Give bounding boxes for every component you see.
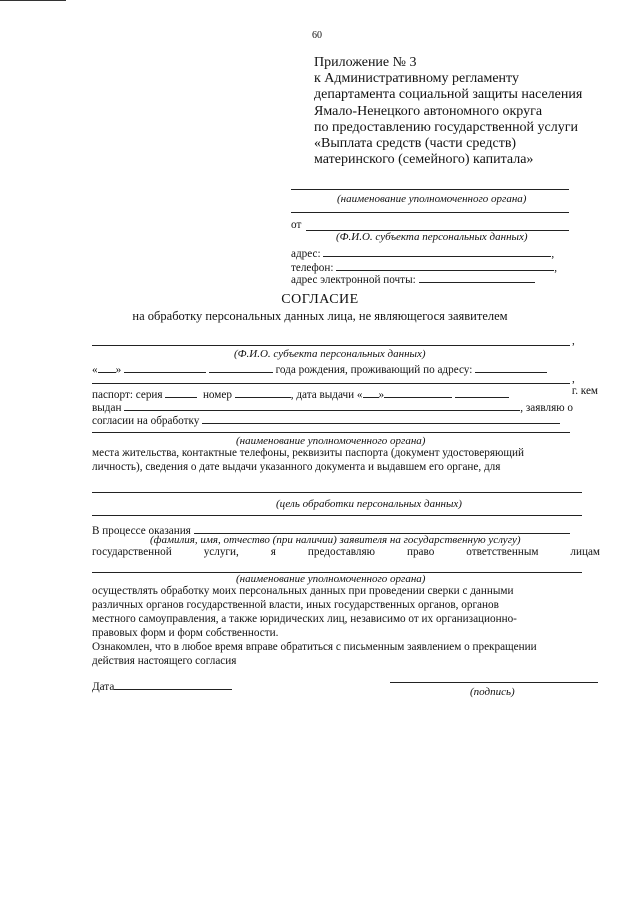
process-label: В процессе оказания (92, 525, 191, 537)
day-line (98, 360, 116, 373)
appendix-line: «Выплата средств (части средств) (314, 136, 517, 152)
personal-data-paragraph (92, 446, 600, 474)
birth-date-row (92, 360, 547, 376)
address-line (323, 244, 551, 257)
issued-label: выдан (92, 402, 122, 414)
word: лицам (570, 546, 600, 558)
appendix-line: Ямало-Ненецкого автономного округа (314, 103, 543, 119)
signature-line (390, 682, 598, 683)
para-text: места жительства, контактные телефоны, реквизиты паспорта (документ удостоверяющий (92, 447, 524, 459)
word: я (270, 546, 276, 558)
date-label: Дата (92, 681, 115, 693)
consent-row (92, 411, 560, 427)
email-field (291, 270, 535, 286)
para-text: правовых форм и форм собственности. (92, 627, 279, 639)
authority-caption: (наименование уполномоченного органа) (337, 193, 527, 205)
quote-close: » (115, 364, 122, 376)
address-field: адрес: , (291, 244, 554, 260)
appendix-line: по предоставлению государственной услуги (314, 119, 578, 135)
purpose-line-2 (92, 515, 582, 516)
applicant-line (194, 521, 570, 534)
year-by-whom (572, 385, 598, 397)
by-whom-label: кем (580, 385, 598, 397)
para-text: Ознакомлен, что в любое время вправе обратиться с письменным заявлением о прекращении (92, 641, 537, 653)
email-label: адрес электронной почты: (291, 274, 416, 286)
document-title: СОГЛАСИЕ (281, 292, 359, 307)
para-line (92, 460, 600, 474)
para-text: личность), сведения о дате выдачи указанного документа и выдавшем его органе, для (92, 461, 501, 473)
gov-service-line (92, 546, 600, 558)
series-line (165, 385, 197, 398)
birth-year-text: года рождения, проживающий по адресу: (275, 364, 473, 376)
number-line (235, 385, 291, 398)
passport-row: паспорт: серия номер , дата выдачи « » г. кем (92, 385, 598, 401)
subject-caption-body: (Ф.И.О. субъекта персональных данных) (234, 348, 426, 360)
consent-line (202, 411, 560, 424)
email-line (419, 270, 535, 283)
authority-line-2 (92, 432, 570, 433)
appendix-line: Приложение № 3 (314, 55, 417, 70)
quote-open: « (92, 364, 98, 376)
residence-line-2 (92, 383, 570, 384)
applicant-caption: (фамилия, имя, отчество (при наличии) заявителя на государственную услугу) (150, 534, 521, 546)
issue-day-line (363, 385, 379, 398)
year-line (209, 360, 273, 373)
passport-label: паспорт: (92, 389, 133, 401)
issue-month-line (384, 385, 452, 398)
purpose-caption: (цель обработки персональных данных) (276, 498, 462, 510)
series-label: серия (135, 389, 163, 401)
para-text: действия настоящего согласия (92, 655, 237, 667)
para-line (92, 446, 600, 460)
authority-caption-3: (наименование уполномоченного органа) (236, 573, 426, 585)
word: право (406, 546, 435, 558)
declare-text: , заявляю о (520, 402, 573, 414)
address-label: адрес: (291, 248, 321, 260)
residence-line (475, 360, 547, 373)
authority-line (291, 189, 569, 190)
word: услуги, (203, 546, 239, 558)
comma-mark: , (572, 335, 575, 347)
quote-open: « (356, 389, 363, 401)
from-label: от (291, 219, 302, 231)
phone-field: телефон: , (291, 258, 557, 274)
appendix-line: к Административному регламенту (314, 71, 519, 87)
appendix-header (314, 55, 582, 168)
processing-paragraph (92, 584, 600, 640)
consent-text: согласии на обработку (92, 415, 200, 427)
issue-date-label: дата выдачи (296, 389, 355, 401)
issue-year-line (455, 385, 509, 398)
subject-caption: (Ф.И.О. субъекта персональных данных) (336, 231, 528, 243)
appendix-line: материнского (семейного) капитала» (314, 152, 534, 168)
page-number: 60 (312, 30, 322, 41)
purpose-line (92, 492, 582, 493)
signature-caption: (подпись) (470, 686, 515, 698)
comma-mark: , (572, 373, 575, 385)
subject-name-line (92, 345, 570, 346)
phone-label: телефон: (291, 262, 334, 274)
word: государственной (92, 546, 172, 558)
corner-line (0, 0, 66, 1)
date-line (114, 677, 232, 690)
word: предоставляю (307, 546, 376, 558)
para-text: различных органов государственной власти, иных государственных органов, органов (92, 599, 499, 611)
date-field (92, 677, 232, 693)
appendix-line: департамента социальной защиты населения (314, 87, 583, 103)
notice-paragraph (92, 640, 600, 668)
year-label: г. (571, 385, 578, 397)
quote-close: » (378, 389, 385, 401)
number-label: номер (202, 389, 232, 401)
month-line (124, 360, 206, 373)
blank-line (291, 212, 569, 213)
para-text: осуществлять обработку моих персональных данных при проведении сверки с данными (92, 585, 514, 597)
issued-by-line (124, 398, 520, 411)
document-subtitle: на обработку персональных данных лица, не являющегося заявителем (132, 309, 508, 323)
authority-caption-2: (наименование уполномоченного органа) (236, 435, 426, 447)
para-text: местного самоуправления, а также юридических лиц, независимо от их организационно- (92, 613, 517, 625)
word: ответственным (466, 546, 539, 558)
